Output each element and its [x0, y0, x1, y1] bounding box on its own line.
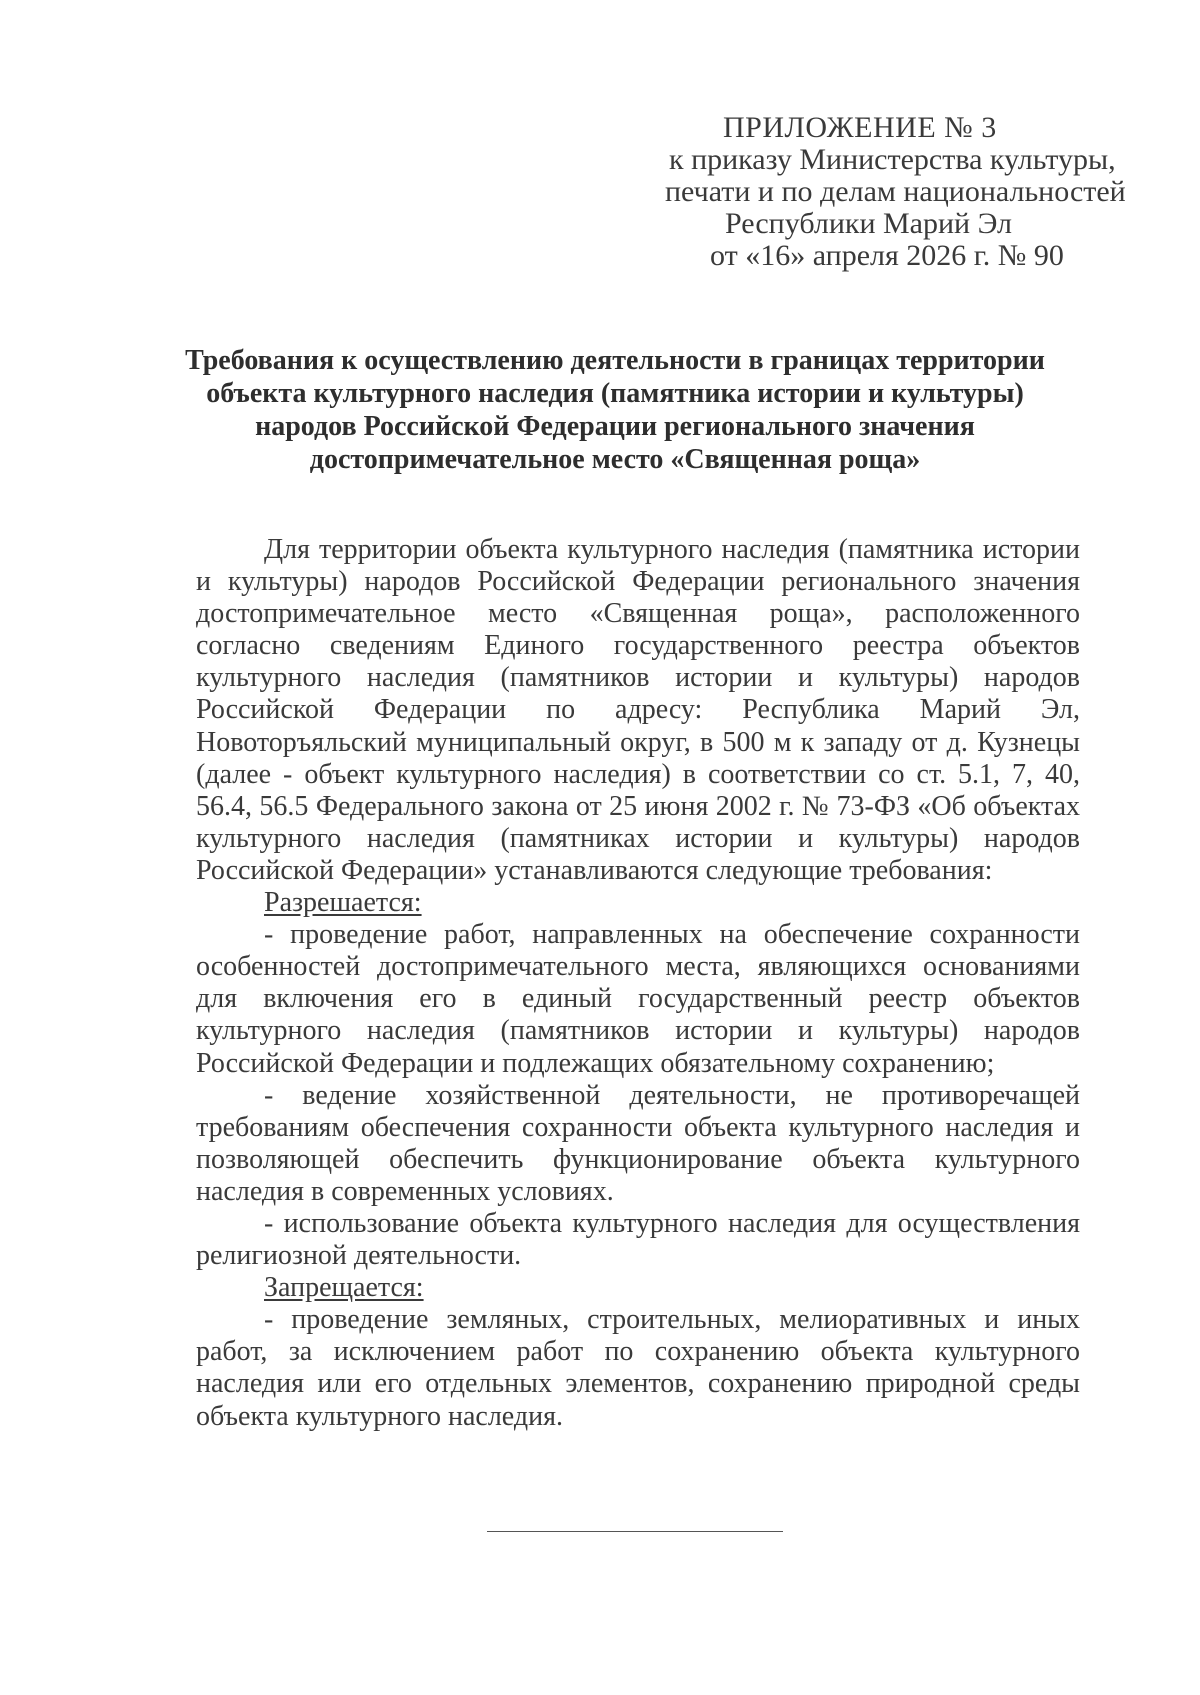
- prohibited-item: - проведение земляных, строительных, мелиоративных и иных работ, за исключением работ по сохранению объекта культурного наследия или его отдельных элементов, сохранению природной среды объекта культурного наследия.: [196, 1304, 1080, 1432]
- allowed-item: - использование объекта культурного наследия для осуществления религиозной деятельности.: [196, 1207, 1080, 1272]
- appendix-date-number: от «16» апреля 2026 г. № 90: [710, 239, 1064, 272]
- appendix-order-line: к приказу Министерства культуры,: [669, 143, 1116, 176]
- document-title-line: объекта культурного наследия (памятника истории и культуры): [206, 378, 1024, 409]
- document-title: [160, 344, 1070, 476]
- end-of-document-rule: [487, 1531, 783, 1532]
- document-body: [196, 534, 1080, 1433]
- appendix-republic-line: Республики Марий Эл: [725, 207, 1012, 240]
- document-title-line: народов Российской Федерации регионального значения: [255, 411, 975, 442]
- prohibited-heading: Запрещается:: [264, 1272, 424, 1304]
- appendix-title: ПРИЛОЖЕНИЕ № 3: [723, 111, 997, 144]
- document-title-line: Требования к осуществлению деятельности в границах территории: [185, 345, 1045, 376]
- appendix-header: [640, 111, 1126, 272]
- allowed-item: - ведение хозяйственной деятельности, не противоречащей требованиям обеспечения сохранности объекта культурного наследия и позволяющей обеспечить функционирование объекта культурного наследия в современных условиях.: [196, 1079, 1080, 1207]
- appendix-ministry-line: печати и по делам национальностей: [665, 175, 1126, 208]
- allowed-item: - проведение работ, направленных на обеспечение сохранности особенностей достопримечательного места, являющихся основаниями для включения его в единый государственный реестр объектов культурного наследия (памятников истории и культуры) народов Российской Федерации и подлежащих обязательному сохранению;: [196, 919, 1080, 1079]
- document-title-line: достопримечательное место «Священная роща»: [309, 444, 921, 475]
- intro-paragraph: Для территории объекта культурного наследия (памятника истории и культуры) народов Российской Федерации регионального значения достопримечательное место «Священная роща», расположенного согласно сведениям Единого государственного реестра объектов культурного наследия (памятников истории и культуры) народов Российской Федерации по адресу: Республика Марий Эл, Новоторъяльский муниципальный округ, в 500 м к западу от д. Кузнецы (далее - объект культурного наследия) в соответствии со ст. 5.1, 7, 40, 56.4, 56.5 Федерального закона от 25 июня 2002 г. № 73-ФЗ «Об объектах культурного наследия (памятниках истории и культуры) народов Российской Федерации» устанавливаются следующие требования:: [196, 534, 1080, 886]
- allowed-heading: Разрешается:: [264, 887, 422, 919]
